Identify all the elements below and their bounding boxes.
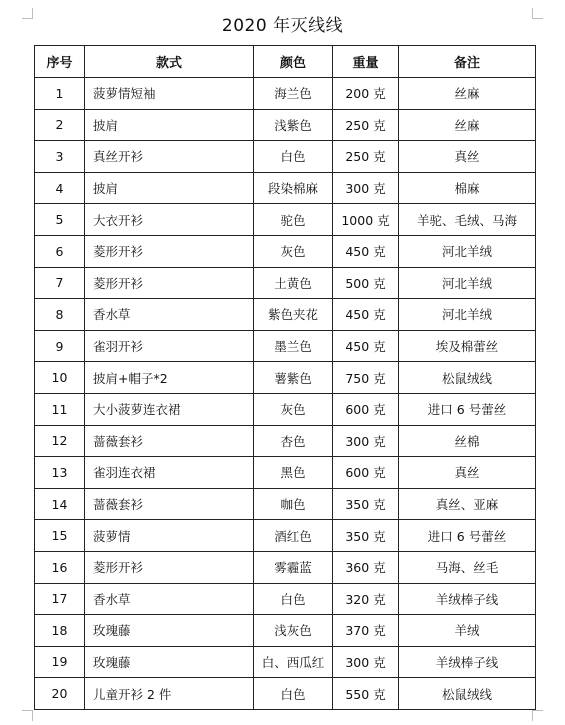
cell-color: 土黄色 [254, 267, 333, 299]
cell-weight: 350 克 [333, 520, 399, 552]
cell-style: 菠萝情短袖 [85, 78, 254, 110]
cell-weight: 250 克 [333, 109, 399, 141]
cell-style: 真丝开衫 [85, 141, 254, 173]
cell-note: 马海、丝毛 [399, 551, 536, 583]
yarn-table [34, 45, 536, 710]
cell-color: 雾霾蓝 [254, 551, 333, 583]
cell-note: 羊驼、毛绒、马海 [399, 204, 536, 236]
cell-index: 4 [35, 172, 85, 204]
cell-style: 大衣开衫 [85, 204, 254, 236]
cell-index: 14 [35, 488, 85, 520]
cell-style: 蔷薇套衫 [85, 488, 254, 520]
cell-index: 5 [35, 204, 85, 236]
cell-note: 丝麻 [399, 109, 536, 141]
cell-note: 进口 6 号蕾丝 [399, 520, 536, 552]
cell-style: 大小菠萝连衣裙 [85, 393, 254, 425]
cell-color: 墨兰色 [254, 330, 333, 362]
table-row [35, 551, 536, 583]
table-row [35, 267, 536, 299]
cell-weight: 360 克 [333, 551, 399, 583]
cell-style: 菠萝情 [85, 520, 254, 552]
table-row [35, 520, 536, 552]
cell-note: 真丝、亚麻 [399, 488, 536, 520]
cell-index: 9 [35, 330, 85, 362]
cell-color: 海兰色 [254, 78, 333, 110]
cell-index: 12 [35, 425, 85, 457]
cell-style: 菱形开衫 [85, 267, 254, 299]
cell-color: 驼色 [254, 204, 333, 236]
cell-weight: 1000 克 [333, 204, 399, 236]
cell-note: 河北羊绒 [399, 267, 536, 299]
cell-index: 11 [35, 393, 85, 425]
cell-color: 白色 [254, 583, 333, 615]
cell-color: 灰色 [254, 235, 333, 267]
table-row [35, 488, 536, 520]
table-row [35, 204, 536, 236]
cell-weight: 750 克 [333, 362, 399, 394]
cell-style: 香水草 [85, 583, 254, 615]
cell-color: 浅紫色 [254, 109, 333, 141]
cell-note: 丝麻 [399, 78, 536, 110]
cell-weight: 320 克 [333, 583, 399, 615]
cell-color: 灰色 [254, 393, 333, 425]
cell-weight: 350 克 [333, 488, 399, 520]
cell-style: 蔷薇套衫 [85, 425, 254, 457]
document-title: 2020 年灭线线 [221, 16, 344, 36]
cell-style: 玫瑰藤 [85, 646, 254, 678]
table-row [35, 393, 536, 425]
header-cell-index: 序号 [35, 46, 85, 78]
cell-weight: 300 克 [333, 425, 399, 457]
cell-style: 披肩+帽子*2 [85, 362, 254, 394]
cell-index: 19 [35, 646, 85, 678]
header-cell-note: 备注 [399, 46, 536, 78]
table-row [35, 330, 536, 362]
table-row [35, 172, 536, 204]
page-corner-mark [532, 710, 543, 721]
table-row [35, 299, 536, 331]
cell-color: 段染棉麻 [254, 172, 333, 204]
cell-index: 16 [35, 551, 85, 583]
cell-weight: 200 克 [333, 78, 399, 110]
cell-weight: 300 克 [333, 172, 399, 204]
table-row [35, 235, 536, 267]
cell-weight: 370 克 [333, 615, 399, 647]
cell-note: 羊绒棒子线 [399, 646, 536, 678]
cell-style: 披肩 [85, 109, 254, 141]
cell-style: 菱形开衫 [85, 235, 254, 267]
table-row [35, 78, 536, 110]
table-row [35, 109, 536, 141]
cell-index: 2 [35, 109, 85, 141]
cell-weight: 550 克 [333, 678, 399, 710]
cell-color: 白色 [254, 141, 333, 173]
cell-note: 棉麻 [399, 172, 536, 204]
cell-weight: 450 克 [333, 235, 399, 267]
cell-note: 河北羊绒 [399, 299, 536, 331]
cell-weight: 600 克 [333, 393, 399, 425]
cell-index: 13 [35, 457, 85, 489]
cell-color: 薯紫色 [254, 362, 333, 394]
table-row [35, 425, 536, 457]
cell-index: 3 [35, 141, 85, 173]
table-row [35, 678, 536, 710]
cell-style: 菱形开衫 [85, 551, 254, 583]
cell-note: 松鼠绒线 [399, 362, 536, 394]
cell-style: 披肩 [85, 172, 254, 204]
cell-color: 紫色夹花 [254, 299, 333, 331]
cell-note: 进口 6 号蕾丝 [399, 393, 536, 425]
table-row [35, 583, 536, 615]
cell-note: 真丝 [399, 141, 536, 173]
table-row [35, 141, 536, 173]
cell-note: 埃及棉蕾丝 [399, 330, 536, 362]
cell-note: 羊绒棒子线 [399, 583, 536, 615]
cell-index: 18 [35, 615, 85, 647]
cell-index: 15 [35, 520, 85, 552]
header-cell-weight: 重量 [333, 46, 399, 78]
cell-index: 10 [35, 362, 85, 394]
cell-index: 1 [35, 78, 85, 110]
table-row [35, 646, 536, 678]
header-cell-style: 款式 [85, 46, 254, 78]
cell-weight: 600 克 [333, 457, 399, 489]
cell-index: 8 [35, 299, 85, 331]
cell-color: 酒红色 [254, 520, 333, 552]
cell-color: 黑色 [254, 457, 333, 489]
cell-weight: 500 克 [333, 267, 399, 299]
cell-note: 松鼠绒线 [399, 678, 536, 710]
table-row [35, 457, 536, 489]
cell-index: 7 [35, 267, 85, 299]
header-cell-color: 颜色 [254, 46, 333, 78]
cell-note: 真丝 [399, 457, 536, 489]
cell-style: 香水草 [85, 299, 254, 331]
cell-index: 17 [35, 583, 85, 615]
cell-weight: 300 克 [333, 646, 399, 678]
cell-style: 儿童开衫 2 件 [85, 678, 254, 710]
cell-style: 雀羽开衫 [85, 330, 254, 362]
page-corner-mark [22, 710, 33, 721]
cell-color: 白、西瓜红 [254, 646, 333, 678]
cell-weight: 250 克 [333, 141, 399, 173]
cell-weight: 450 克 [333, 299, 399, 331]
cell-note: 丝棉 [399, 425, 536, 457]
cell-color: 咖色 [254, 488, 333, 520]
cell-index: 20 [35, 678, 85, 710]
cell-style: 玫瑰藤 [85, 615, 254, 647]
header-row [35, 46, 536, 78]
cell-color: 白色 [254, 678, 333, 710]
cell-weight: 450 克 [333, 330, 399, 362]
cell-color: 杏色 [254, 425, 333, 457]
table-row [35, 615, 536, 647]
table-row [35, 362, 536, 394]
cell-note: 河北羊绒 [399, 235, 536, 267]
cell-index: 6 [35, 235, 85, 267]
cell-style: 雀羽连衣裙 [85, 457, 254, 489]
cell-color: 浅灰色 [254, 615, 333, 647]
table-body [35, 78, 536, 710]
cell-note: 羊绒 [399, 615, 536, 647]
